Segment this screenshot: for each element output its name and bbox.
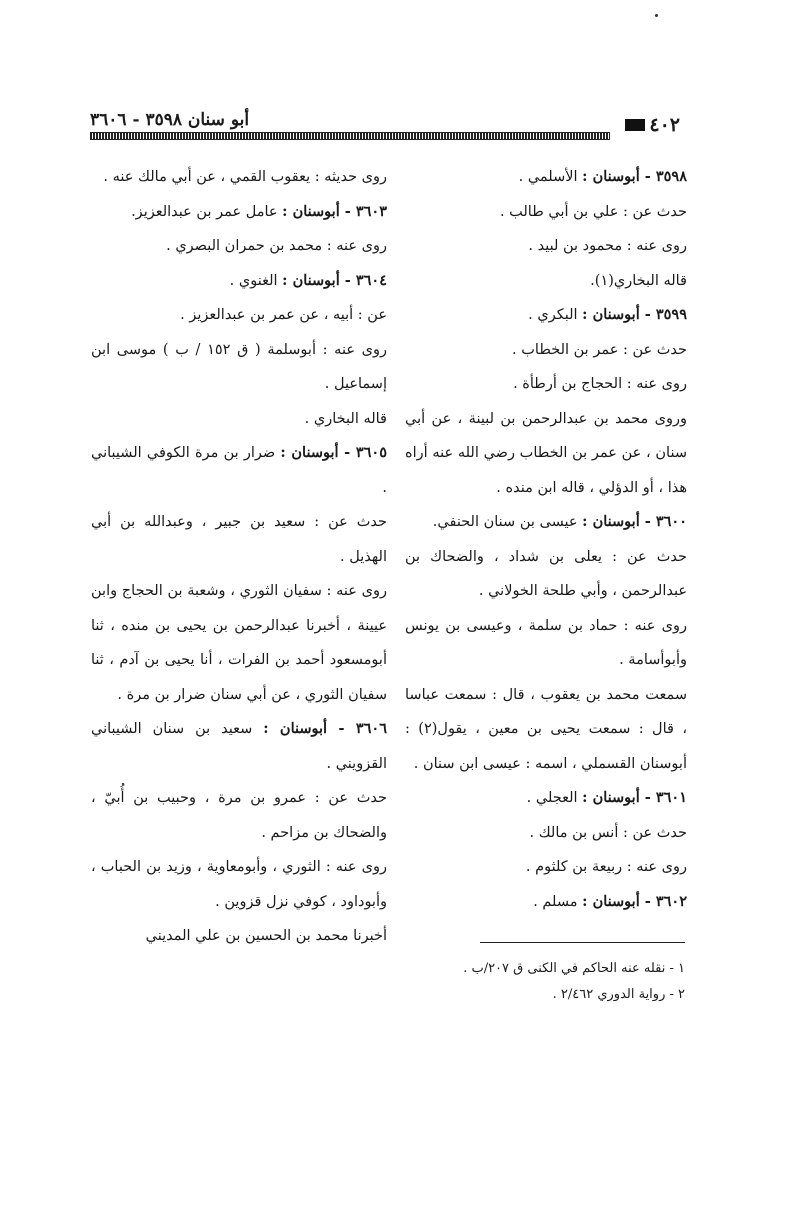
paragraph	[405, 402, 687, 506]
paragraph	[91, 505, 387, 574]
paragraph-text: روى عنه : حماد بن سلمة ، وعيسى بن يونس وأبوأسامة .	[405, 617, 687, 668]
paragraph	[91, 298, 387, 333]
paragraph	[405, 367, 687, 402]
running-title: أبو سنان ٣٥٩٨ - ٣٦٠٦	[90, 110, 255, 130]
paragraph-text: حدث عن : سعيد بن جبير ، وعبدالله بن أبي الهذيل .	[91, 514, 387, 565]
paragraph-text: ضرار بن مرة الكوفي الشيباني .	[91, 445, 387, 496]
paragraph-text: عن : أبيه ، عن عمر بن عبدالعزيز .	[180, 307, 387, 323]
paragraph	[405, 229, 687, 264]
paragraph	[91, 160, 387, 195]
entry-heading: ٣٦٠٥ - أبوسنان :	[280, 444, 387, 461]
paragraph-text: روى عنه : الثوري ، وأبومعاوية ، وزيد بن الحباب ، وأبوداود ، كوفي نزل قزوين .	[91, 859, 387, 910]
paragraph	[405, 885, 687, 920]
paragraph	[405, 609, 687, 678]
paragraph	[91, 436, 387, 505]
paragraph-text: روى عنه : سفيان الثوري ، وشعبة بن الحجاج وابن عيينة ، أخبرنا عبدالرحمن بن يحيى بن منده ، ثنا أبومسعود أحمد بن الفرات ، أنا يحيى بن آدم ، ثنا سفيان الثوري ، عن أبي سنان ضرار بن مرة .	[91, 583, 387, 703]
paragraph-text: البكري .	[528, 307, 583, 323]
paragraph-text: الأسلمي .	[518, 169, 583, 185]
paragraph-text: سمعت محمد بن يعقوب ، قال : سمعت عباسا ، قال : سمعت يحيى بن معين ، يقول(٢) : أبوسنان القسملي ، اسمه : عيسى ابن سنان .	[405, 686, 687, 772]
paragraph	[405, 505, 687, 540]
paragraph	[405, 333, 687, 368]
paragraph	[405, 816, 687, 851]
paragraph-text: روى عنه : أبوسلمة ( ق ١٥٢ / ب ) موسى ابن إسماعيل .	[91, 341, 387, 392]
footnotes	[405, 956, 685, 1008]
entry-heading: ٣٦٠١ - أبوسنان :	[582, 789, 687, 806]
paragraph	[91, 402, 387, 437]
stray-mark	[655, 14, 658, 17]
paragraph-text: حدث عن : علي بن أبي طالب .	[499, 203, 687, 220]
entry-heading: ٣٦٠٤ - أبوسنان :	[282, 271, 387, 289]
entry-heading: ٣٥٩٨ - أبوسنان :	[582, 168, 687, 185]
paragraph	[91, 574, 387, 712]
paragraph	[91, 850, 387, 919]
paragraph-text: حدث عن : أنس بن مالك .	[529, 824, 687, 841]
paragraph-text: روى حديثه : يعقوب القمي ، عن أبي مالك عنه .	[103, 169, 387, 185]
paragraph-text: عامل عمر بن عبدالعزيز.	[131, 203, 283, 220]
footnote: ٢ - رواية الدوري ٢/٤٦٢ .	[552, 987, 685, 1002]
page-header	[90, 110, 680, 144]
paragraph	[405, 850, 687, 885]
paragraph-text: وروى محمد بن عبدالرحمن بن لبينة ، عن أبي سنان ، عن عمر بن الخطاب رضي الله عنه أراه هذا ، أو الدؤلي ، قاله ابن منده .	[405, 410, 687, 496]
paragraph-text: روى عنه : ربيعة بن كلثوم .	[525, 859, 687, 875]
paragraph	[405, 781, 687, 816]
entry-heading: ٣٦٠٢ - أبوسنان :	[582, 892, 687, 910]
paragraph-text: عيسى بن سنان الحنفي.	[432, 514, 583, 530]
paragraph-text: روى عنه : الحجاج بن أرطأة .	[513, 376, 687, 392]
paragraph-text: الغنوي .	[229, 272, 283, 289]
paragraph-text: العجلي .	[526, 790, 583, 806]
paragraph	[91, 333, 387, 402]
paragraph-text: قاله البخاري .	[304, 410, 387, 427]
footnote: ١ - نقله عنه الحاكم في الكنى ق ٢٠٧/ب .	[463, 961, 685, 976]
paragraph	[91, 781, 387, 850]
paragraph-text: روى عنه : محمود بن لبيد .	[528, 238, 687, 254]
header-ornament-icon	[625, 119, 645, 131]
paragraph	[405, 298, 687, 333]
paragraph	[91, 195, 387, 230]
paragraph-text: أخبرنا محمد بن الحسين بن علي المديني	[145, 928, 387, 944]
paragraph-text: مسلم .	[533, 893, 583, 910]
paragraph	[405, 195, 687, 230]
paragraph	[405, 678, 687, 782]
paragraph	[405, 264, 687, 299]
entry-heading: ٣٦٠٣ - أبوسنان :	[282, 202, 387, 220]
right-column	[405, 160, 687, 919]
left-column	[91, 160, 387, 954]
paragraph-text: روى عنه : محمد بن حمران البصري .	[166, 238, 387, 254]
entry-heading: ٣٥٩٩ - أبوسنان :	[582, 306, 687, 323]
paragraph	[91, 712, 387, 781]
paragraph-text: حدث عن : عمر بن الخطاب .	[512, 341, 687, 358]
page-number	[625, 114, 680, 136]
entry-heading: ٣٦٠٠ - أبوسنان :	[582, 513, 687, 530]
footnote-rule	[480, 942, 685, 943]
paragraph	[405, 160, 687, 195]
paragraph-text: حدث عن : عمرو بن مرة ، وحبيب بن أُبيّ ، والضحاك بن مزاحم .	[91, 790, 387, 841]
paragraph-text: سعيد بن سنان الشيباني القزويني .	[91, 721, 387, 772]
paragraph	[91, 264, 387, 299]
paragraph	[91, 229, 387, 264]
paragraph-text: حدث عن : يعلى بن شداد ، والضحاك بن عبدالرحمن ، وأبي طلحة الخولاني .	[405, 548, 687, 599]
header-rule	[90, 132, 610, 140]
page-number-text: ٤٠٢	[649, 114, 680, 136]
paragraph	[405, 540, 687, 609]
entry-heading: ٣٦٠٦ - أبوسنان :	[263, 720, 387, 737]
paragraph-text: قاله البخاري(١).	[590, 272, 687, 289]
paragraph	[91, 919, 387, 954]
